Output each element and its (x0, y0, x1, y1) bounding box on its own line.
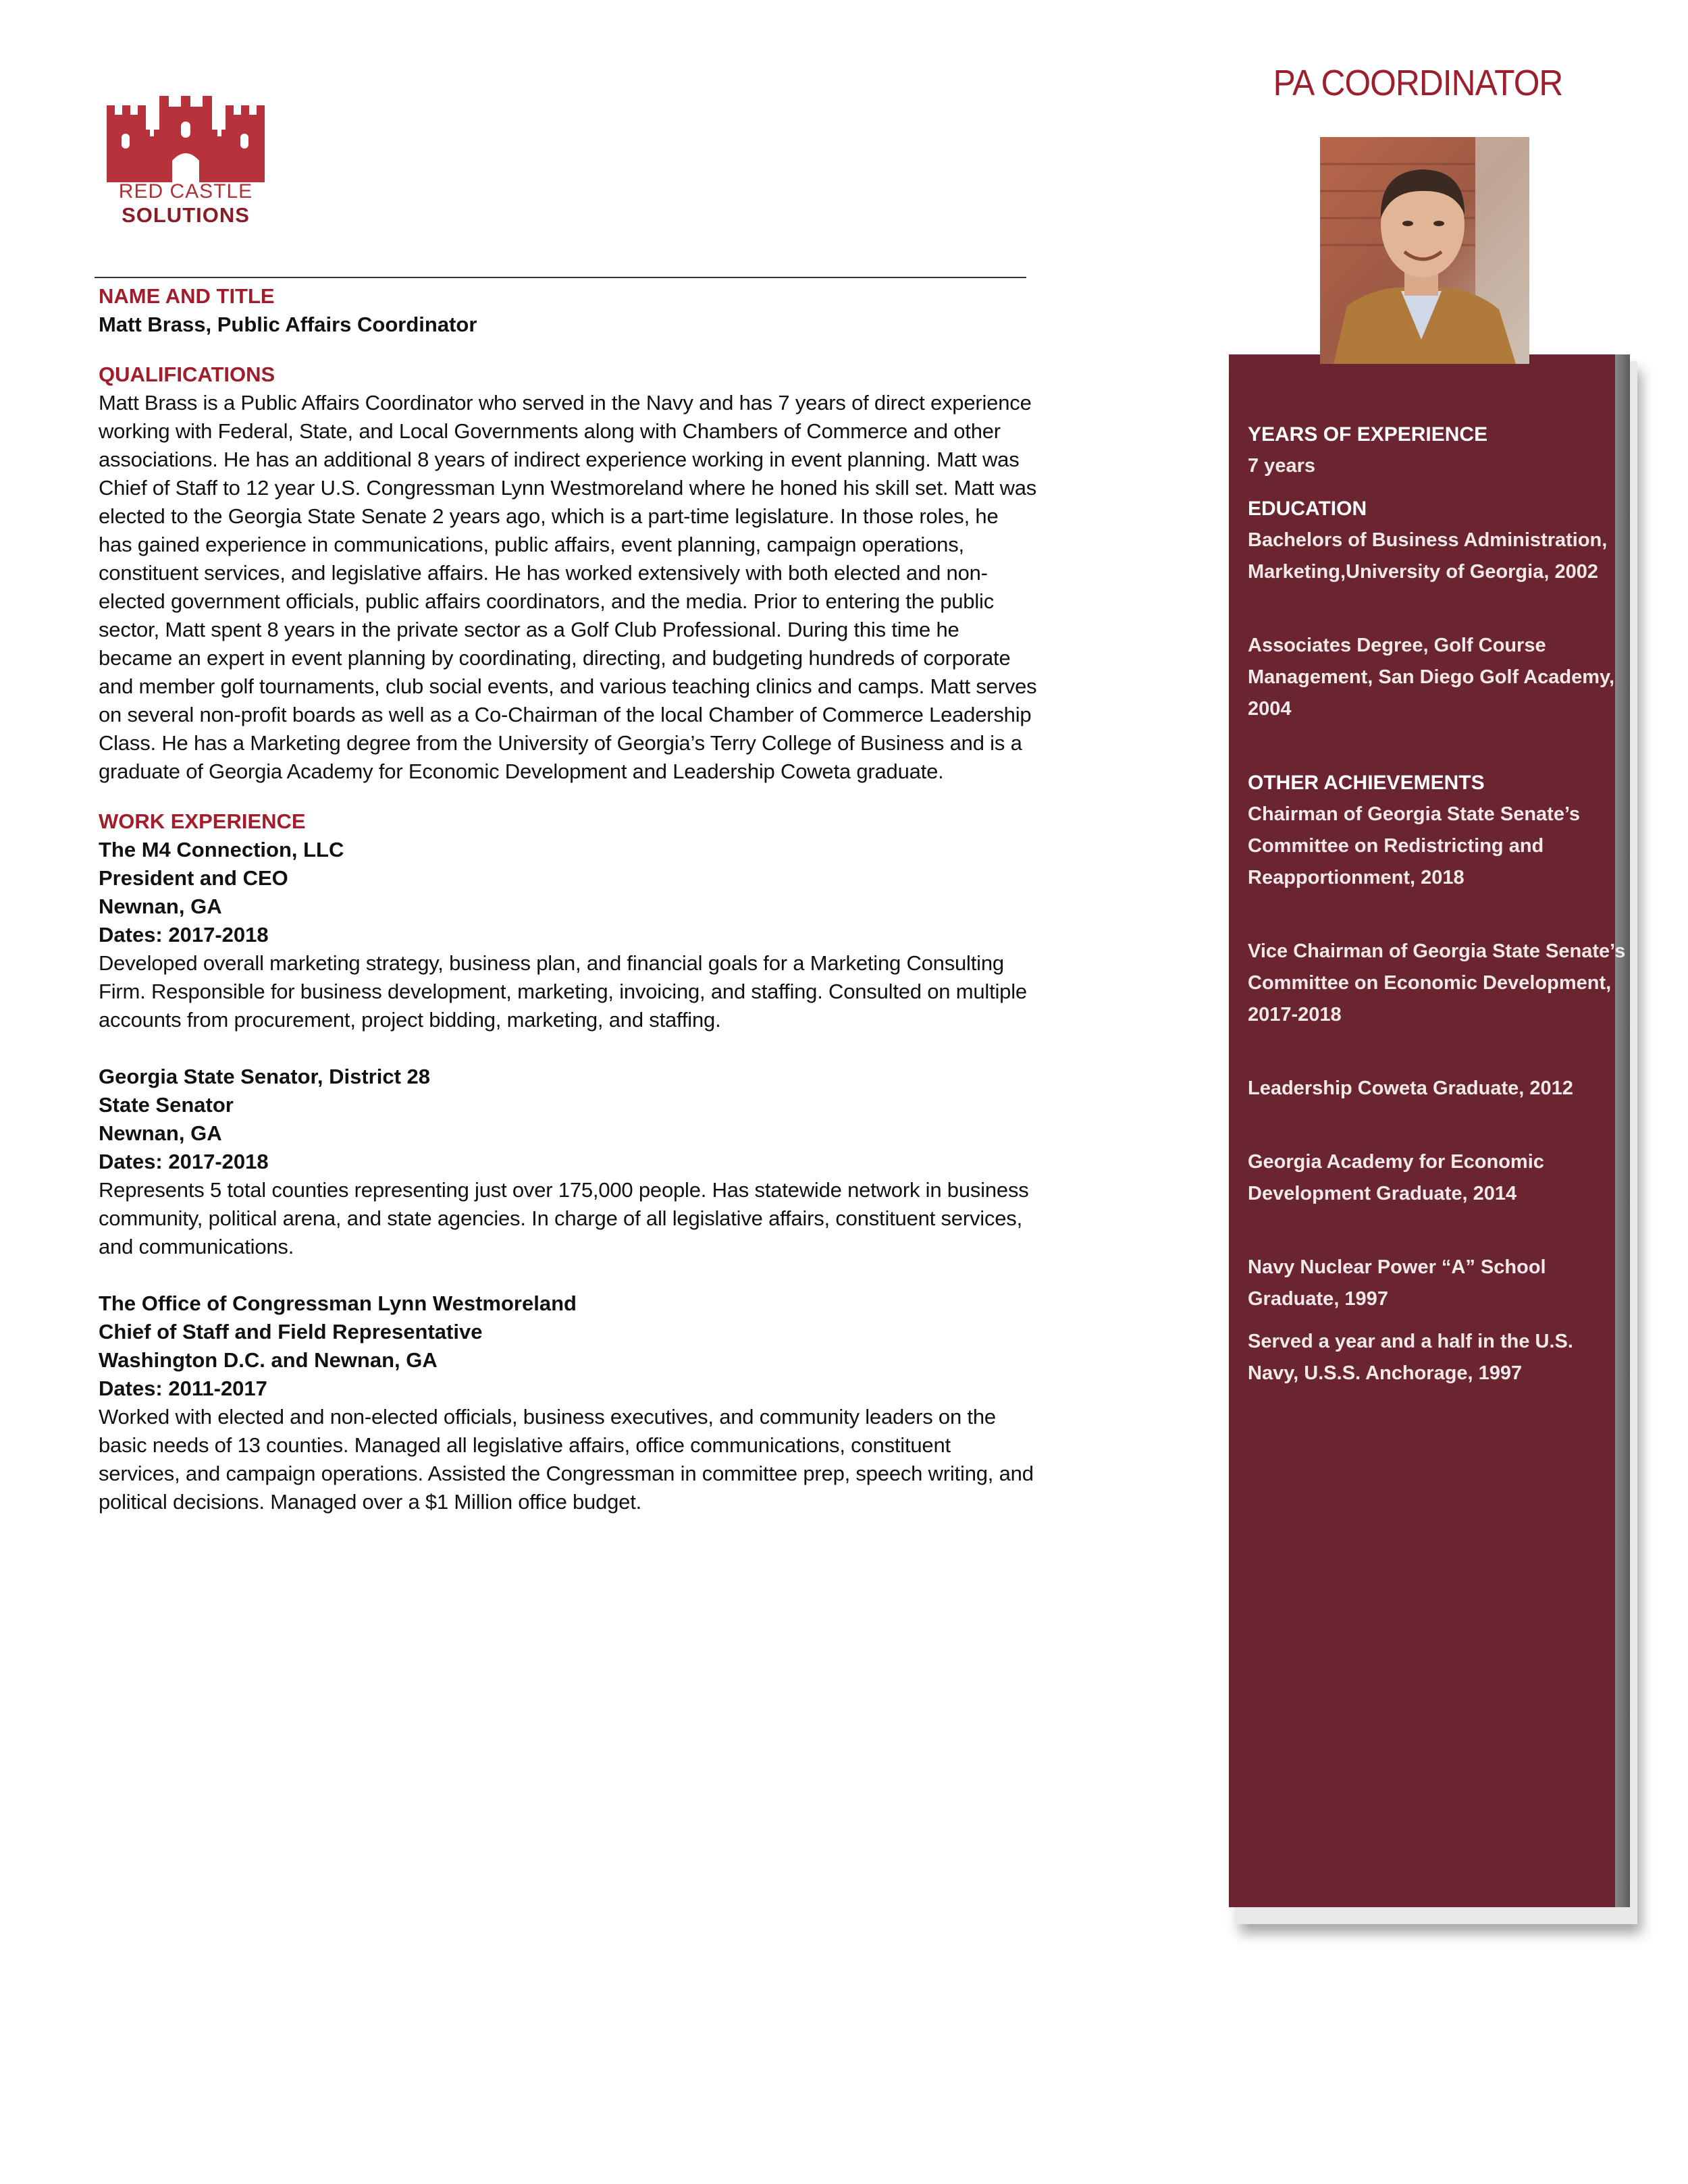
sidebar-content (1248, 419, 1626, 1389)
job-dates: Dates: 2017-2018 (99, 1150, 269, 1173)
job-location: Newnan, GA (99, 895, 222, 918)
portrait-image (1320, 137, 1529, 364)
job-description: Worked with elected and non-elected officials, business executives, and community leaders on the basic needs of 13 counties. Managed all legislative affairs, office communications, constituent services, and campaign operations. Assisted the Congressman in committee prep, speech writing, and political decisions. Managed over a $1 Million office budget. (99, 1405, 1034, 1514)
job-location: Washington D.C. and Newnan, GA (99, 1348, 438, 1372)
job-organization: The M4 Connection, LLC (99, 838, 344, 861)
qualifications-heading: QUALIFICATIONS (99, 363, 275, 386)
education-item: Bachelors of Business Administration, Marketing,University of Georgia, 2002 (1248, 529, 1608, 583)
job-organization: Georgia State Senator, District 28 (99, 1065, 431, 1088)
achievement-item: Navy Nuclear Power “A” School Graduate, 1997 (1248, 1256, 1546, 1310)
experience-heading: YEARS OF EXPERIENCE (1248, 423, 1488, 446)
job-entry (99, 1289, 1037, 1516)
logo-line-1: RED CASTLE (118, 180, 253, 203)
name-section-heading: NAME AND TITLE (99, 284, 275, 308)
achievement-item: Chairman of Georgia State Senate’s Committee on Redistricting and Reapportionment, 2018 (1248, 803, 1581, 888)
job-title: State Senator (99, 1093, 234, 1117)
job-entry (99, 836, 1037, 1034)
work-experience-heading: WORK EXPERIENCE (99, 809, 306, 833)
header-divider (95, 277, 1026, 278)
job-entry (99, 1063, 1037, 1261)
achievement-item: Served a year and a half in the U.S. Navy, U.S.S. Anchorage, 1997 (1248, 1331, 1573, 1384)
company-logo (95, 95, 277, 236)
education-heading: EDUCATION (1248, 498, 1367, 520)
job-title: President and CEO (99, 866, 288, 890)
job-location: Newnan, GA (99, 1121, 222, 1145)
logo-line-2: SOLUTIONS (122, 203, 250, 227)
job-description: Represents 5 total counties representing just over 175,000 people. Has statewide network in business community, political arena, and state agencies. In charge of all legislative affairs, constituent services, and communications. (99, 1178, 1029, 1258)
experience-value: 7 years (1248, 455, 1315, 477)
page-title: PA COORDINATOR (1273, 63, 1563, 103)
job-dates: Dates: 2011-2017 (99, 1377, 267, 1400)
achievement-item: Georgia Academy for Economic Development Graduate, 2014 (1248, 1151, 1544, 1204)
job-dates: Dates: 2017-2018 (99, 923, 269, 947)
name-and-title: Matt Brass, Public Affairs Coordinator (99, 313, 477, 336)
job-organization: The Office of Congressman Lynn Westmoreland (99, 1291, 577, 1315)
castle-icon (95, 95, 277, 182)
main-content (99, 282, 1037, 1516)
job-title: Chief of Staff and Field Representative (99, 1320, 483, 1343)
qualifications-text: Matt Brass is a Public Affairs Coordinator who served in the Navy and has 7 years of direct experience working with Federal, State, and Local Governments along with Chambers of Commerce and other associations. He has an additional 8 years of indirect experience working in event planning. Matt was Chief of Staff to 12 year U.S. Congressman Lynn Westmoreland where he honed his skill set. Matt was elected to the Georgia State Senate 2 years ago, which is a part-time legislature. In those roles, he has gained experience in communications, public affairs, event planning, campaign operations, constituent services, and legislative affairs. He has worked extensively with both elected and non-elected government officials, public affairs coordinators, and the media. Prior to entering the public sector, Matt spent 8 years in the private sector as a Golf Club Professional. During this time he became an expert in event planning by coordinating, directing, and budgeting hundreds of corporate and member golf tournaments, club social events, and various teaching clinics and camps. Matt serves on several non-profit boards as well as a Co-Chairman of the local Chamber of Commerce Leadership Class. He has a Marketing degree from the University of Georgia’s Terry College of Business and is a graduate of Georgia Academy for Economic Development and Leadership Coweta graduate. (99, 391, 1037, 783)
achievements-heading: OTHER ACHIEVEMENTS (1248, 772, 1485, 794)
job-description: Developed overall marketing strategy, business plan, and financial goals for a Marketing Consulting Firm. Responsible for business development, marketing, invoicing, and staffing. Consulted on multiple accounts from procurement, project bidding, marketing, and staffing. (99, 951, 1027, 1032)
portrait-photo (1320, 137, 1529, 364)
achievement-item: Leadership Coweta Graduate, 2012 (1248, 1077, 1573, 1099)
achievement-item: Vice Chairman of Georgia State Senate’s Committee on Economic Development, 2017-2018 (1248, 940, 1626, 1026)
education-item: Associates Degree, Golf Course Management, San Diego Golf Academy, 2004 (1248, 635, 1615, 720)
